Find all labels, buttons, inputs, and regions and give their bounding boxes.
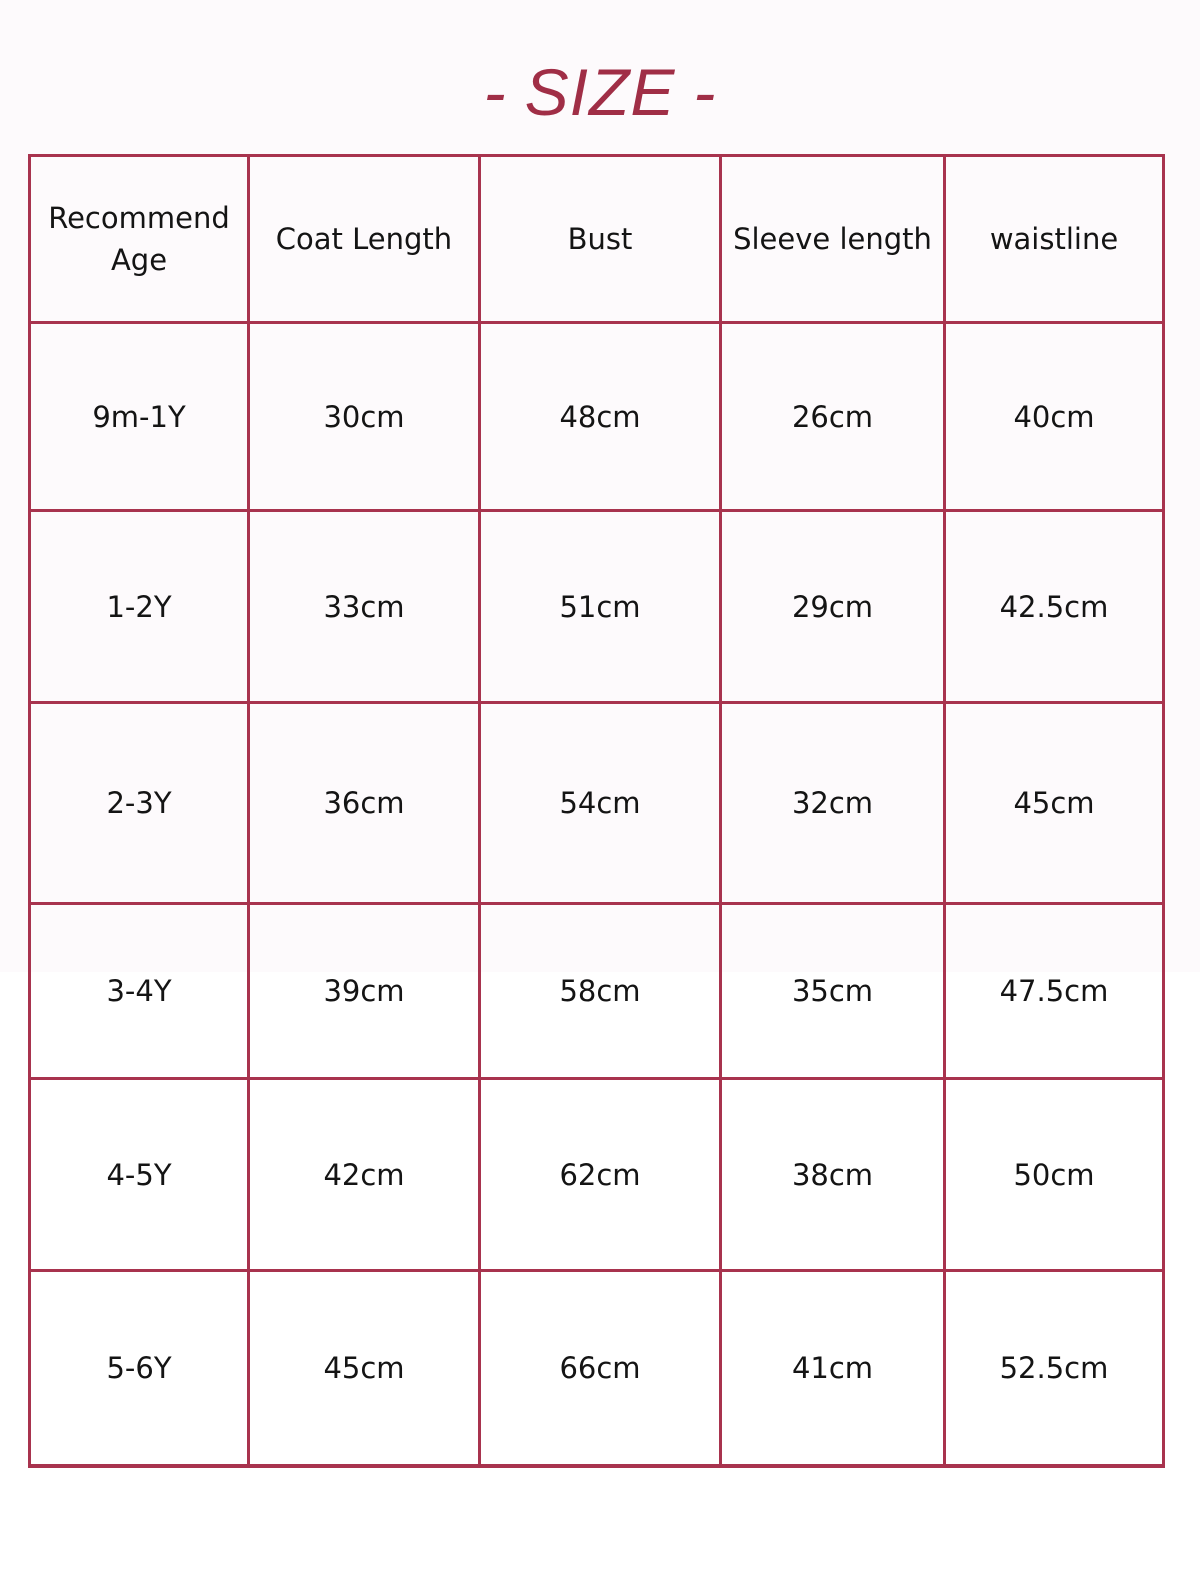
cell-sleeve-length: 41cm xyxy=(721,1271,945,1466)
cell-bust: 66cm xyxy=(480,1271,721,1466)
cell-age: 4-5Y xyxy=(30,1079,249,1271)
header-bust: Bust xyxy=(480,156,721,323)
table-row xyxy=(30,703,1164,904)
table-row xyxy=(30,1271,1164,1466)
cell-sleeve-length: 38cm xyxy=(721,1079,945,1271)
cell-waistline: 47.5cm xyxy=(945,904,1164,1079)
page-title xyxy=(0,52,1200,132)
cell-coat-length: 42cm xyxy=(249,1079,480,1271)
cell-bust: 62cm xyxy=(480,1079,721,1271)
cell-waistline: 40cm xyxy=(945,323,1164,511)
header-coat-length: Coat Length xyxy=(249,156,480,323)
size-chart-table xyxy=(28,154,1165,1468)
cell-coat-length: 33cm xyxy=(249,511,480,703)
cell-age: 3-4Y xyxy=(30,904,249,1079)
title-right-dash: - xyxy=(693,55,717,129)
cell-waistline: 50cm xyxy=(945,1079,1164,1271)
cell-coat-length: 45cm xyxy=(249,1271,480,1466)
cell-coat-length: 39cm xyxy=(249,904,480,1079)
cell-coat-length: 36cm xyxy=(249,703,480,904)
table-row xyxy=(30,511,1164,703)
cell-bust: 58cm xyxy=(480,904,721,1079)
header-waistline: waistline xyxy=(945,156,1164,323)
cell-coat-length: 30cm xyxy=(249,323,480,511)
table-header-row xyxy=(30,156,1164,323)
title-left-dash: - xyxy=(483,55,507,129)
cell-waistline: 42.5cm xyxy=(945,511,1164,703)
cell-age: 1-2Y xyxy=(30,511,249,703)
cell-age: 5-6Y xyxy=(30,1271,249,1466)
header-recommend-age: Recommend Age xyxy=(30,156,249,323)
cell-age: 9m-1Y xyxy=(30,323,249,511)
cell-waistline: 45cm xyxy=(945,703,1164,904)
cell-sleeve-length: 29cm xyxy=(721,511,945,703)
cell-waistline: 52.5cm xyxy=(945,1271,1164,1466)
cell-bust: 54cm xyxy=(480,703,721,904)
header-sleeve-length: Sleeve length xyxy=(721,156,945,323)
cell-sleeve-length: 32cm xyxy=(721,703,945,904)
cell-age: 2-3Y xyxy=(30,703,249,904)
cell-bust: 48cm xyxy=(480,323,721,511)
table-row xyxy=(30,1079,1164,1271)
cell-bust: 51cm xyxy=(480,511,721,703)
title-text: SIZE xyxy=(524,55,676,129)
table-row xyxy=(30,323,1164,511)
cell-sleeve-length: 26cm xyxy=(721,323,945,511)
table-row xyxy=(30,904,1164,1079)
cell-sleeve-length: 35cm xyxy=(721,904,945,1079)
